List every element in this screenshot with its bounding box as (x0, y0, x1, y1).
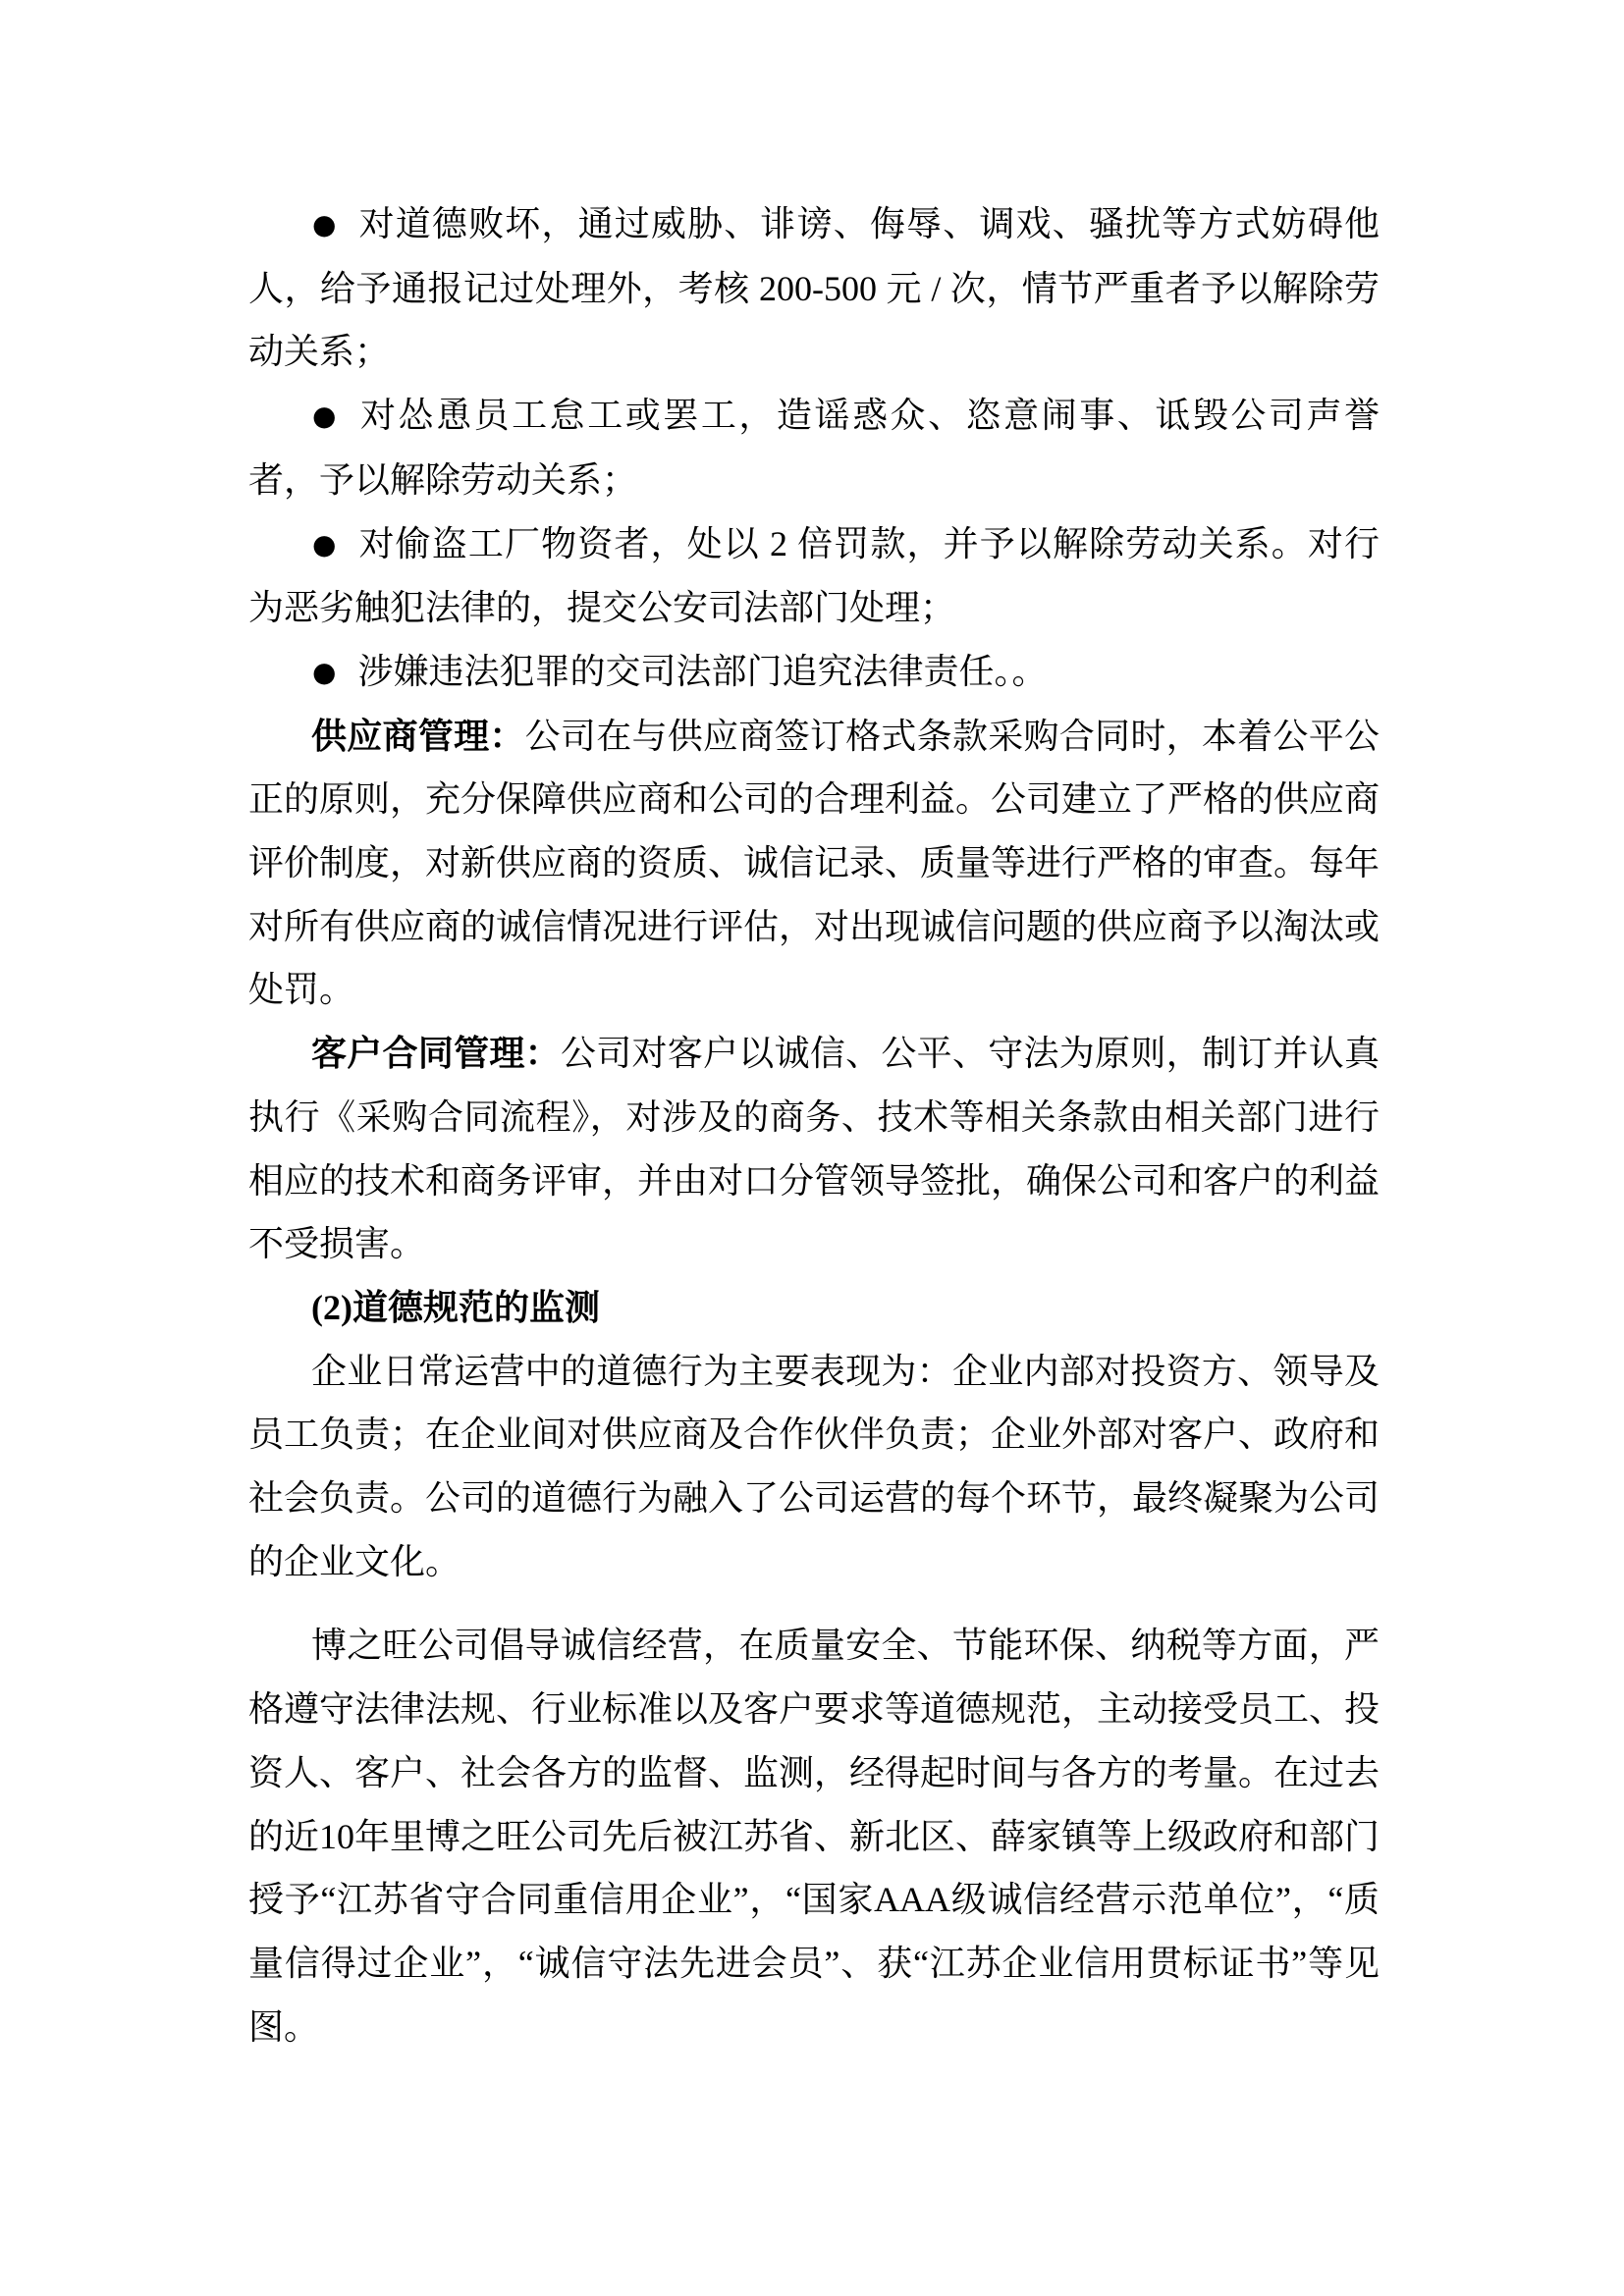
bullet-list-item (248, 384, 1380, 511)
bullet-icon: ● (312, 400, 339, 433)
paragraph-lead-label: 供应商管理： (311, 716, 525, 756)
body-paragraph (248, 1614, 1380, 2058)
bullet-icon: ● (312, 655, 337, 688)
paragraph-text: 涉嫌违法犯罪的交司法部门追究法律责任。。 (357, 651, 1048, 691)
paragraph-text: 博之旺公司倡导诚信经营，在质量安全、节能环保、纳税等方面，严格遵守法律法规、行业标准以及客户要求等道德规范，主动接受员工、投资人、客户、社会各方的监督、监测，经得起时间与各方的考量。在过去的近10年里博之旺公司先后被江苏省、新北区、薛家镇等上级政府和部门授予“江苏省守合同重信用企业”，“国家AAA级诚信经营示范单位”，“质量信得过企业”，“诚信守法先进会员”、获“江苏企业信用贯标证书”等见图。 (248, 1626, 1380, 2047)
section-heading (248, 1276, 1380, 1340)
paragraph-text: 对偷盗工厂物资者，处以 2 倍罚款，并予以解除劳动关系。对行为恶劣触犯法律的，提交公安司法部门处理； (248, 523, 1380, 628)
body-paragraph (248, 705, 1380, 1023)
body-paragraph (248, 1022, 1380, 1276)
bullet-icon: ● (312, 527, 338, 561)
body-paragraph (248, 1340, 1380, 1594)
paragraph-text: 公司在与供应商签订格式条款采购合同时，本着公平公正的原则，充分保障供应商和公司的合理利益。公司建立了严格的供应商评价制度，对新供应商的资质、诚信记录、质量等进行严格的审查。每年对所有供应商的诚信情况进行评估，对出现诚信问题的供应商予以淘汰或处罚。 (248, 716, 1380, 1010)
paragraph-lead-label: 客户合同管理： (311, 1034, 561, 1074)
paragraph-text: 对道德败坏，通过威胁、诽谤、侮辱、调戏、骚扰等方式妨碍他人，给予通报记过处理外，考核 200-500 元 / 次，情节严重者予以解除劳动关系； (248, 204, 1380, 372)
bullet-list-item (248, 640, 1380, 705)
document-body (248, 192, 1380, 2058)
paragraph-text: 企业日常运营中的道德行为主要表现为：企业内部对投资方、领导及员工负责；在企业间对供应商及合作伙伴负责；企业外部对客户、政府和社会负责。公司的道德行为融入了公司运营的每个环节，最终凝聚为公司的企业文化。 (248, 1351, 1380, 1581)
paragraph-text: (2)道德规范的监测 (311, 1287, 600, 1327)
paragraph-text: 公司对客户以诚信、公平、守法为原则，制订并认真执行《采购合同流程》，对涉及的商务、技术等相关条款由相关部门进行相应的技术和商务评审，并由对口分管领导签批，确保公司和客户的利益不受损害。 (248, 1034, 1380, 1264)
bullet-icon: ● (312, 208, 338, 240)
paragraph-text: 对怂恿员工怠工或罢工，造谣惑众、恣意闹事、诋毁公司声誉者，予以解除劳动关系； (248, 396, 1380, 500)
bullet-list-item (248, 512, 1380, 640)
bullet-list-item (248, 192, 1380, 384)
